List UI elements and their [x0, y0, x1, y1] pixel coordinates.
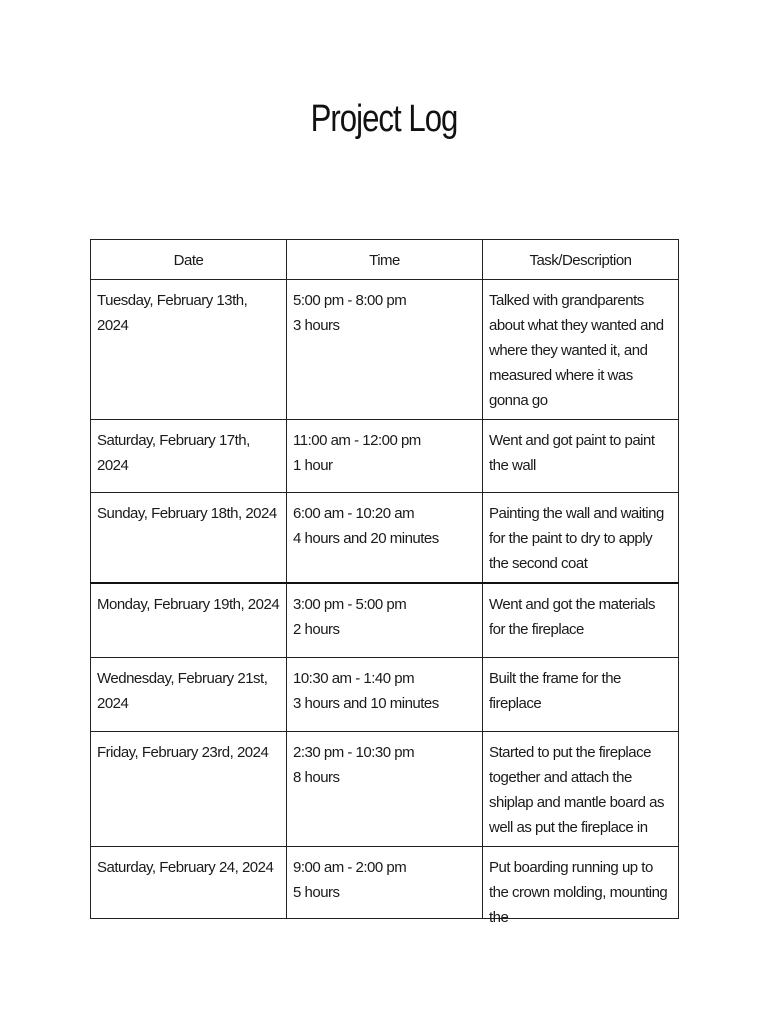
- time-range: 11:00 am - 12:00 pm: [293, 432, 421, 449]
- date-cell: [91, 280, 287, 420]
- table-row: [91, 420, 679, 493]
- task-cell: [483, 280, 679, 420]
- header-date: Date: [91, 240, 287, 280]
- task-cell: [483, 583, 679, 657]
- date-text: Wednesday, February 21st, 2024: [97, 669, 268, 712]
- time-cell: [287, 846, 483, 918]
- task-text: Put boarding running up to the crown molding, mounting the: [489, 858, 668, 926]
- task-text: Started to put the fireplace together and attach the shiplap and mantle board as well as put the fireplace in: [489, 743, 664, 836]
- date-cell: [91, 420, 287, 493]
- time-cell: [287, 731, 483, 846]
- project-log-table: [90, 239, 679, 926]
- time-range: 5:00 pm - 8:00 pm: [293, 292, 407, 309]
- time-range: 9:00 am - 2:00 pm: [293, 858, 407, 876]
- task-text: Went and got paint to paint the wall: [489, 432, 655, 474]
- date-cell: [91, 493, 287, 584]
- task-cell: [483, 493, 679, 584]
- table-row: [91, 657, 679, 731]
- task-text: Talked with grandparents about what they wanted and where they wanted it, and measured where it was gonna go: [489, 292, 664, 409]
- date-cell: [91, 846, 287, 918]
- task-text: Painting the wall and waiting for the paint to dry to apply the second coat: [489, 505, 664, 572]
- table-row: [91, 583, 679, 657]
- time-cell: [287, 280, 483, 420]
- table-row: [91, 280, 679, 420]
- date-text: Sunday, February 18th, 2024: [97, 505, 277, 522]
- date-text: Monday, February 19th, 2024: [97, 596, 280, 613]
- time-cell: [287, 420, 483, 493]
- table-header-row: [91, 240, 679, 280]
- header-task: Task/Description: [483, 240, 679, 280]
- task-cell: [483, 846, 679, 926]
- time-range: 10:30 am - 1:40 pm: [293, 669, 415, 687]
- duration: 2 hours: [293, 621, 340, 638]
- table-row: [91, 493, 679, 584]
- date-cell: [91, 583, 287, 657]
- date-text: Saturday, February 17th, 2024: [97, 432, 250, 474]
- date-text: Saturday, February 24, 2024: [97, 858, 274, 876]
- page-title: Project Log: [310, 98, 458, 140]
- date-cell: [91, 731, 287, 846]
- duration: 4 hours and 20 minutes: [293, 530, 439, 547]
- table-row: [91, 731, 679, 846]
- time-cell: [287, 493, 483, 584]
- duration: 5 hours: [293, 883, 340, 901]
- task-cell: [483, 731, 679, 846]
- time-range: 2:30 pm - 10:30 pm: [293, 743, 415, 761]
- date-text: Friday, February 23rd, 2024: [97, 743, 269, 761]
- duration: 3 hours and 10 minutes: [293, 694, 439, 712]
- task-text: Built the frame for the fireplace: [489, 669, 621, 712]
- task-cell: [483, 657, 679, 731]
- task-text: Went and got the materials for the fireplace: [489, 596, 655, 638]
- date-cell: [91, 657, 287, 731]
- header-time: Time: [287, 240, 483, 280]
- table-row: [91, 846, 679, 918]
- duration: 1 hour: [293, 457, 333, 474]
- time-cell: [287, 657, 483, 731]
- date-text: Tuesday, February 13th, 2024: [97, 292, 248, 334]
- time-range: 6:00 am - 10:20 am: [293, 505, 415, 522]
- task-cell: [483, 420, 679, 493]
- time-range: 3:00 pm - 5:00 pm: [293, 596, 407, 613]
- time-cell: [287, 583, 483, 657]
- duration: 3 hours: [293, 317, 340, 334]
- duration: 8 hours: [293, 768, 340, 786]
